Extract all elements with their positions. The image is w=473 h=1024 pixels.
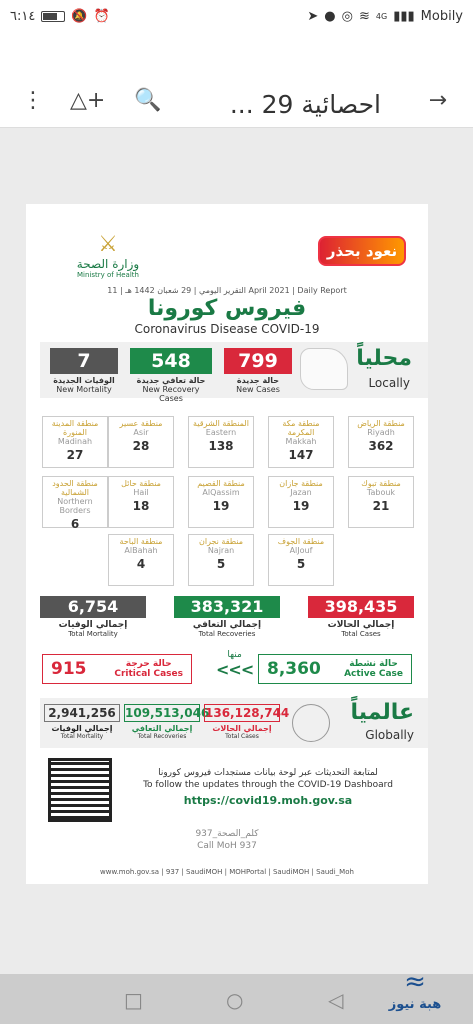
region-card: منطقة جازان Jazan 19 [268,476,334,528]
signal-icon: ▮▮▮ [393,8,415,24]
title-ar: فيروس كورونا [147,296,307,321]
report-image [26,204,428,884]
carrier: Mobily [420,8,463,24]
ministry-name-ar: وزارة الصحة [76,257,140,271]
alarm-icon: ⏰ [93,8,110,24]
critical-cases: 915 حالة حرجة Critical Cases [42,654,192,684]
time: ٦:١٤ [10,8,36,24]
region-card: منطقة عسير Asir 28 [108,416,174,468]
recents-icon[interactable]: □ [124,988,143,1012]
locally-en: Locally [368,376,410,390]
region-card: منطقة الحدود الشمالية Northern Borders 6 [42,476,108,528]
new-cases: 799 حالة جديدة New Cases [224,348,292,394]
ministry-name-en: Ministry of Health [77,271,139,279]
battery-icon [41,11,65,22]
palm-swords-icon: ⚔ [98,232,118,257]
watermark-logo: ≈ هبة نيوز [375,967,455,1012]
region-card: منطقة الرياض Riyadh 362 [348,416,414,468]
network-type: 4G [375,11,388,21]
qr-code [48,758,112,822]
mute-icon: 🔕 [71,8,88,24]
locally-ar: محلياً [356,346,412,371]
region-card: منطقة الباحة AlBahah 4 [108,534,174,586]
home-icon[interactable]: ○ [226,988,244,1012]
bird-wave-icon: ≈ [404,967,426,997]
new-recovery: 548 حالة تعافي جديدة New Recovery Cases [130,348,212,403]
social-footer: www.moh.gov.sa | 937 | SaudiMOH | MOHPortal | SaudiMOH | Saudi_Moh [100,868,354,876]
whatsapp-icon: ◎ [341,8,353,24]
moh-logo [68,232,148,279]
global-recoveries: 109,513,046 إجمالي التعافي Total Recoveries [125,706,210,740]
dashboard-info: لمتابعة التحديثات عبر لوحة بيانات مستجدات فيروس كورونا To follow the updates through the COVID-19 Dashboard https://covid19.moh.gov.sa [122,768,414,807]
region-card: المنطقة الشرقية Eastern 138 [188,416,254,468]
total-cases: 398,435 إجمالي الحالات Total Cases [308,596,414,640]
active-cases: 8,360 حالة نشطة Active Case [258,654,412,684]
region-card: منطقة حائل Hail 18 [108,476,174,528]
app-toolbar [0,32,473,128]
of-which-arrows: منها <<< [216,650,254,679]
app-icon: ● [324,8,336,24]
add-to-drive-icon[interactable]: △+ [70,88,106,113]
region-card: منطقة الجوف AlJouf 5 [268,534,334,586]
globally-en: Globally [365,728,414,742]
global-mortality: 2,941,256 إجمالي الوفيات Total Mortality [44,704,120,740]
title-en: Coronavirus Disease COVID-19 [134,322,320,336]
dashboard-link: https://covid19.moh.gov.sa [183,794,353,807]
wifi-icon: ≋ [358,8,370,24]
back-arrow-icon[interactable]: → [428,88,447,113]
saudi-map-icon [300,348,348,390]
total-recoveries: 383,321 إجمالي التعافي Total Recoveries [174,596,280,640]
local-section [40,342,428,403]
find-in-file-icon[interactable]: 🔍 [134,88,162,113]
region-card: منطقة المدينة المنورة Madinah 27 [42,416,108,468]
new-mortality: 7 الوفيات الجديدة New Mortality [50,348,118,394]
status-bar [0,0,473,32]
back-icon[interactable]: ◁ [328,988,344,1012]
campaign-badge: نعود بحذر [318,236,406,266]
telegram-icon: ➤ [307,8,319,24]
file-title: احصائية 29 ... [229,90,381,119]
global-cases: 136,128,744 إجمالي الحالات Total Cases [205,706,290,740]
global-section [40,698,428,748]
region-card: منطقة نجران Najran 5 [188,534,254,586]
report-date: التقرير اليومي | 29 شعبان 1442 هـ | 11 April 2021 | Daily Report [107,286,347,295]
more-options-icon[interactable]: ⋮ [22,88,44,113]
call-moh: كلم_الصحة_937 Call MoH 937 [195,829,259,851]
region-card: منطقة تبوك Tabouk 21 [348,476,414,528]
region-card: منطقة مكة المكرمة Makkah 147 [268,416,334,468]
globally-ar: عالمياً [350,700,414,725]
globe-icon [292,704,330,742]
total-mortality: 6,754 إجمالي الوفيات Total Mortality [40,596,146,640]
region-card: منطقة القصيم AlQassim 19 [188,476,254,528]
